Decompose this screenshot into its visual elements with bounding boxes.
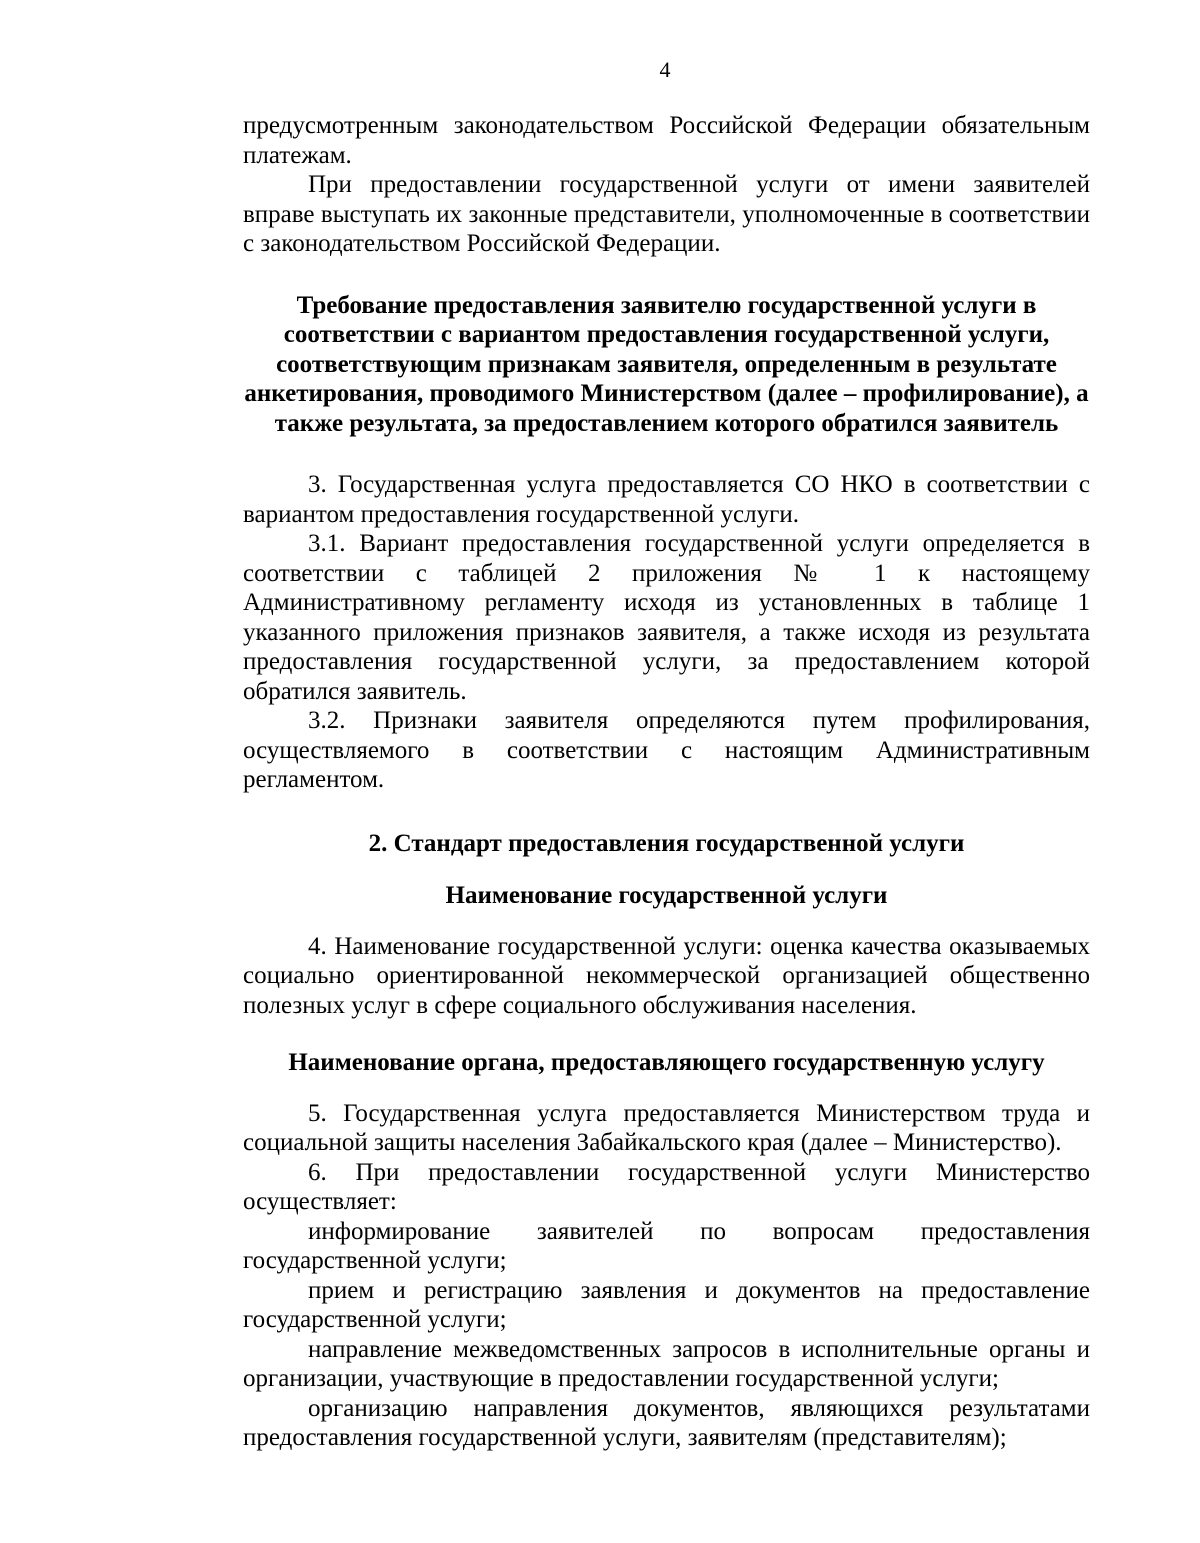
list-item-interagency-requests: направление межведомственных запросов в исполнительные органы и организации, участвующие в предоставлении государственной услуги; [243,1335,1090,1392]
heading-service-name: Наименование государственной услуги [445,882,888,909]
list-item-sending-documents: организацию направления документов, являющихся результатами предоставления государственной услуги, заявителям (представителям); [243,1394,1090,1451]
paragraph-obligatory-payments: предусмотренным законодательством Российской Федерации обязательным платежам. [243,112,1090,169]
heading-standard: 2. Стандарт предоставления государственной услуги [368,829,965,857]
paragraph-3-1: 3.1. Вариант предоставления государственной услуги определяется в соответствии с таблицей 2 приложения № 1 к настоящему Административному регламенту исходя из установленных в таблице 1 указанного приложения признаков заявителя, а также исходя из результата предоставления государственной услуги, за предоставлением которой обратился заявитель. [243,530,1090,705]
list-item-reception: прием и регистрацию заявления и документов на предоставление государственной услуги; [243,1276,1090,1333]
paragraph-3: 3. Государственная услуга предоставляется СО НКО в соответствии с вариантом предоставления государственной услуги. [243,471,1090,528]
document-body [243,111,1090,1453]
paragraph-5: 5. Государственная услуга предоставляется Министерством труда и социальной защиты населения Забайкальского края (далее – Министерство). [243,1099,1090,1156]
paragraph-4: 4. Наименование государственной услуги: оценка качества оказываемых социально ориентированной некоммерческой организацией общественно полезных услуг в сфере социального обслуживания населения. [243,932,1090,1019]
list-item-informing: информирование заявителей по вопросам предоставления государственной услуги; [243,1217,1090,1274]
heading-organ: Наименование органа, предоставляющего государственную услугу [288,1049,1045,1076]
paragraph-legal-representatives: При предоставлении государственной услуги от имени заявителей вправе выступать их законные представители, уполномоченные в соответствии с законодательством Российской Федерации. [243,171,1090,257]
paragraph-3-2: 3.2. Признаки заявителя определяются путем профилирования, осуществляемого в соответствии с настоящим Административным регламентом. [243,707,1090,793]
heading-requirement: Требование предоставления заявителю государственной услуги в соответствии с вариантом предоставления государственной услуги, соответствующим признакам заявителя, определенным в результате анкетирования, проводимого Министерством (далее – профилирование), а также результата, за предоставлением которого обратился заявитель [244,291,1089,437]
page-number: 4 [659,57,671,82]
paragraph-6: 6. При предоставлении государственной услуги Министерство осуществляет: [243,1158,1090,1215]
